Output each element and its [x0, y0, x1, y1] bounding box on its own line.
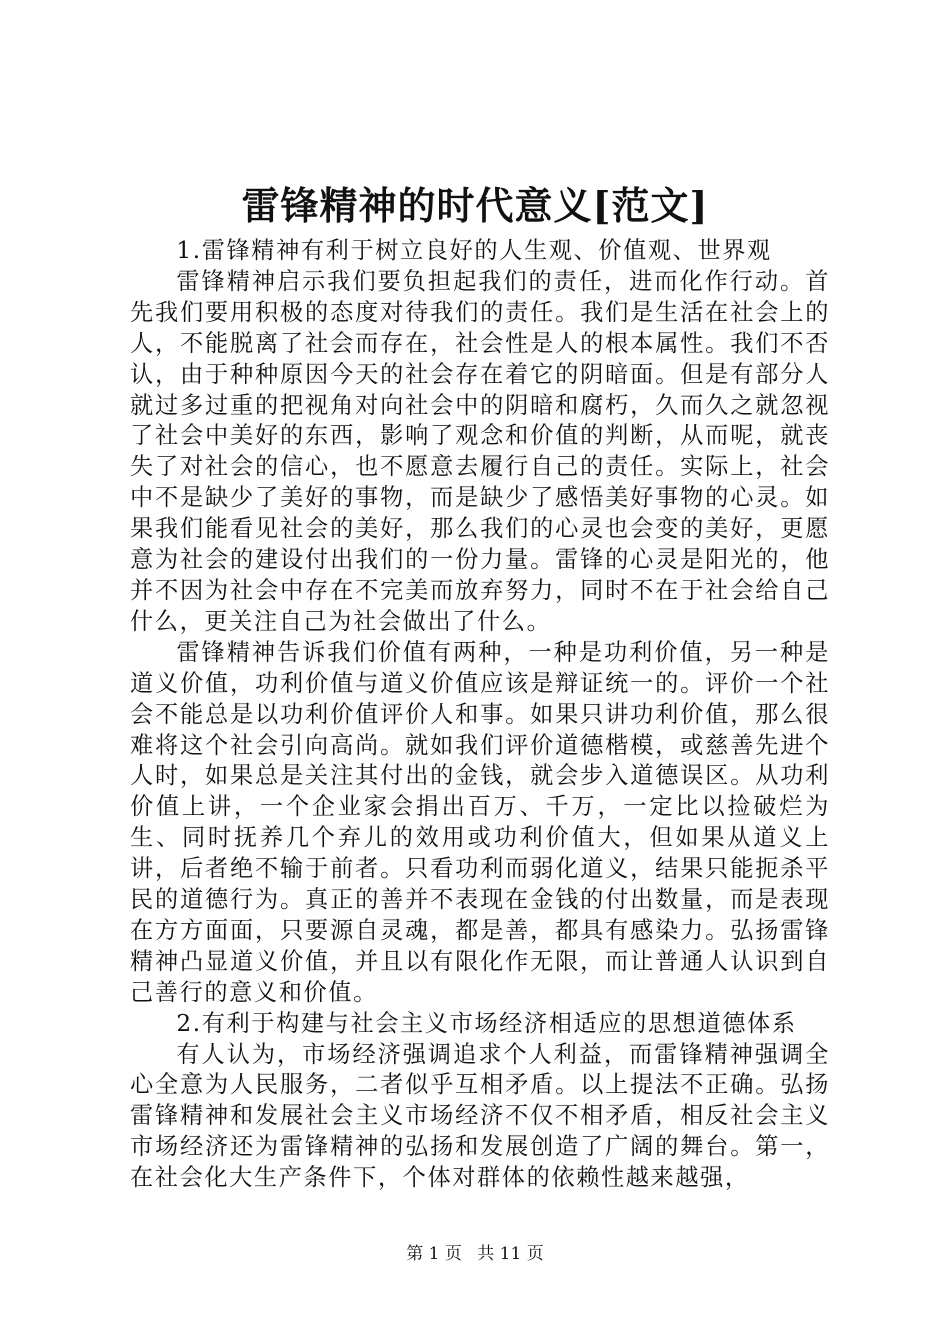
- section-heading-2: 2.有利于构建与社会主义市场经济相适应的思想道德体系: [176, 1009, 797, 1037]
- body-paragraph-1: 雷锋精神启示我们要负担起我们的责任，进而化作行动。首先我们要用积极的态度对待我们的责任。我们是生活在社会上的人，不能脱离了社会而存在，社会性是人的根本属性。我们不否认，由于种种原因今天的社会存在着它的阴暗面。但是有部分人就过多过重的把视角对向社会中的阴暗和腐朽，久而久之就忽视了社会中美好的东西，影响了观念和价值的判断，从而呢，就丧失了对社会的信心，也不愿意去履行自己的责任。实际上，社会中不是缺少了美好的事物，而是缺少了感悟美好事物的心灵。如果我们能看见社会的美好，那么我们的心灵也会变的美好，更愿意为社会的建设付出我们的一份力量。雷锋的心灵是阳光的，他并不因为社会中存在不完美而放弃努力，同时不在于社会给自己什么，更关注自己为社会做出了什么。: [130, 267, 830, 635]
- document-body: [130, 236, 830, 1194]
- page-footer: [0, 1242, 950, 1266]
- page-total: 共 11 页: [477, 1244, 544, 1264]
- page-number: 第 1 页: [406, 1244, 462, 1264]
- section-heading-1: 1.雷锋精神有利于树立良好的人生观、价值观、世界观: [176, 237, 772, 264]
- body-paragraph-3: 有人认为，市场经济强调追求个人利益，而雷锋精神强调全心全意为人民服务，二者似乎互相矛盾。以上提法不正确。弘扬雷锋精神和发展社会主义市场经济不仅不相矛盾，相反社会主义市场经济还为雷锋精神的弘扬和发展创造了广阔的舞台。第一，在社会化大生产条件下，个体对群体的依赖性越来越强，: [130, 1040, 830, 1192]
- body-paragraph-2: 雷锋精神告诉我们价值有两种，一种是功利价值，另一种是道义价值，功利价值与道义价值应该是辩证统一的。评价一个社会不能总是以功利价值评价人和事。如果只讲功利价值，那么很难将这个社会引向高尚。就如我们评价道德楷模，或慈善先进个人时，如果总是关注其付出的金钱，就会步入道德误区。从功利价值上讲，一个企业家会捐出百万、千万，一定比以捡破烂为生、同时抚养几个弃儿的效用或功利价值大，但如果从道义上讲，后者绝不输于前者。只看功利而弱化道义，结果只能扼杀平民的道德行为。真正的善并不表现在金钱的付出数量，而是表现在方方面面，只要源自灵魂，都是善，都具有感染力。弘扬雷锋精神凸显道义价值，并且以有限化作无限，而让普通人认识到自己善行的意义和价值。: [130, 638, 830, 1006]
- document-title: 雷锋精神的时代意义[范文]: [241, 183, 709, 228]
